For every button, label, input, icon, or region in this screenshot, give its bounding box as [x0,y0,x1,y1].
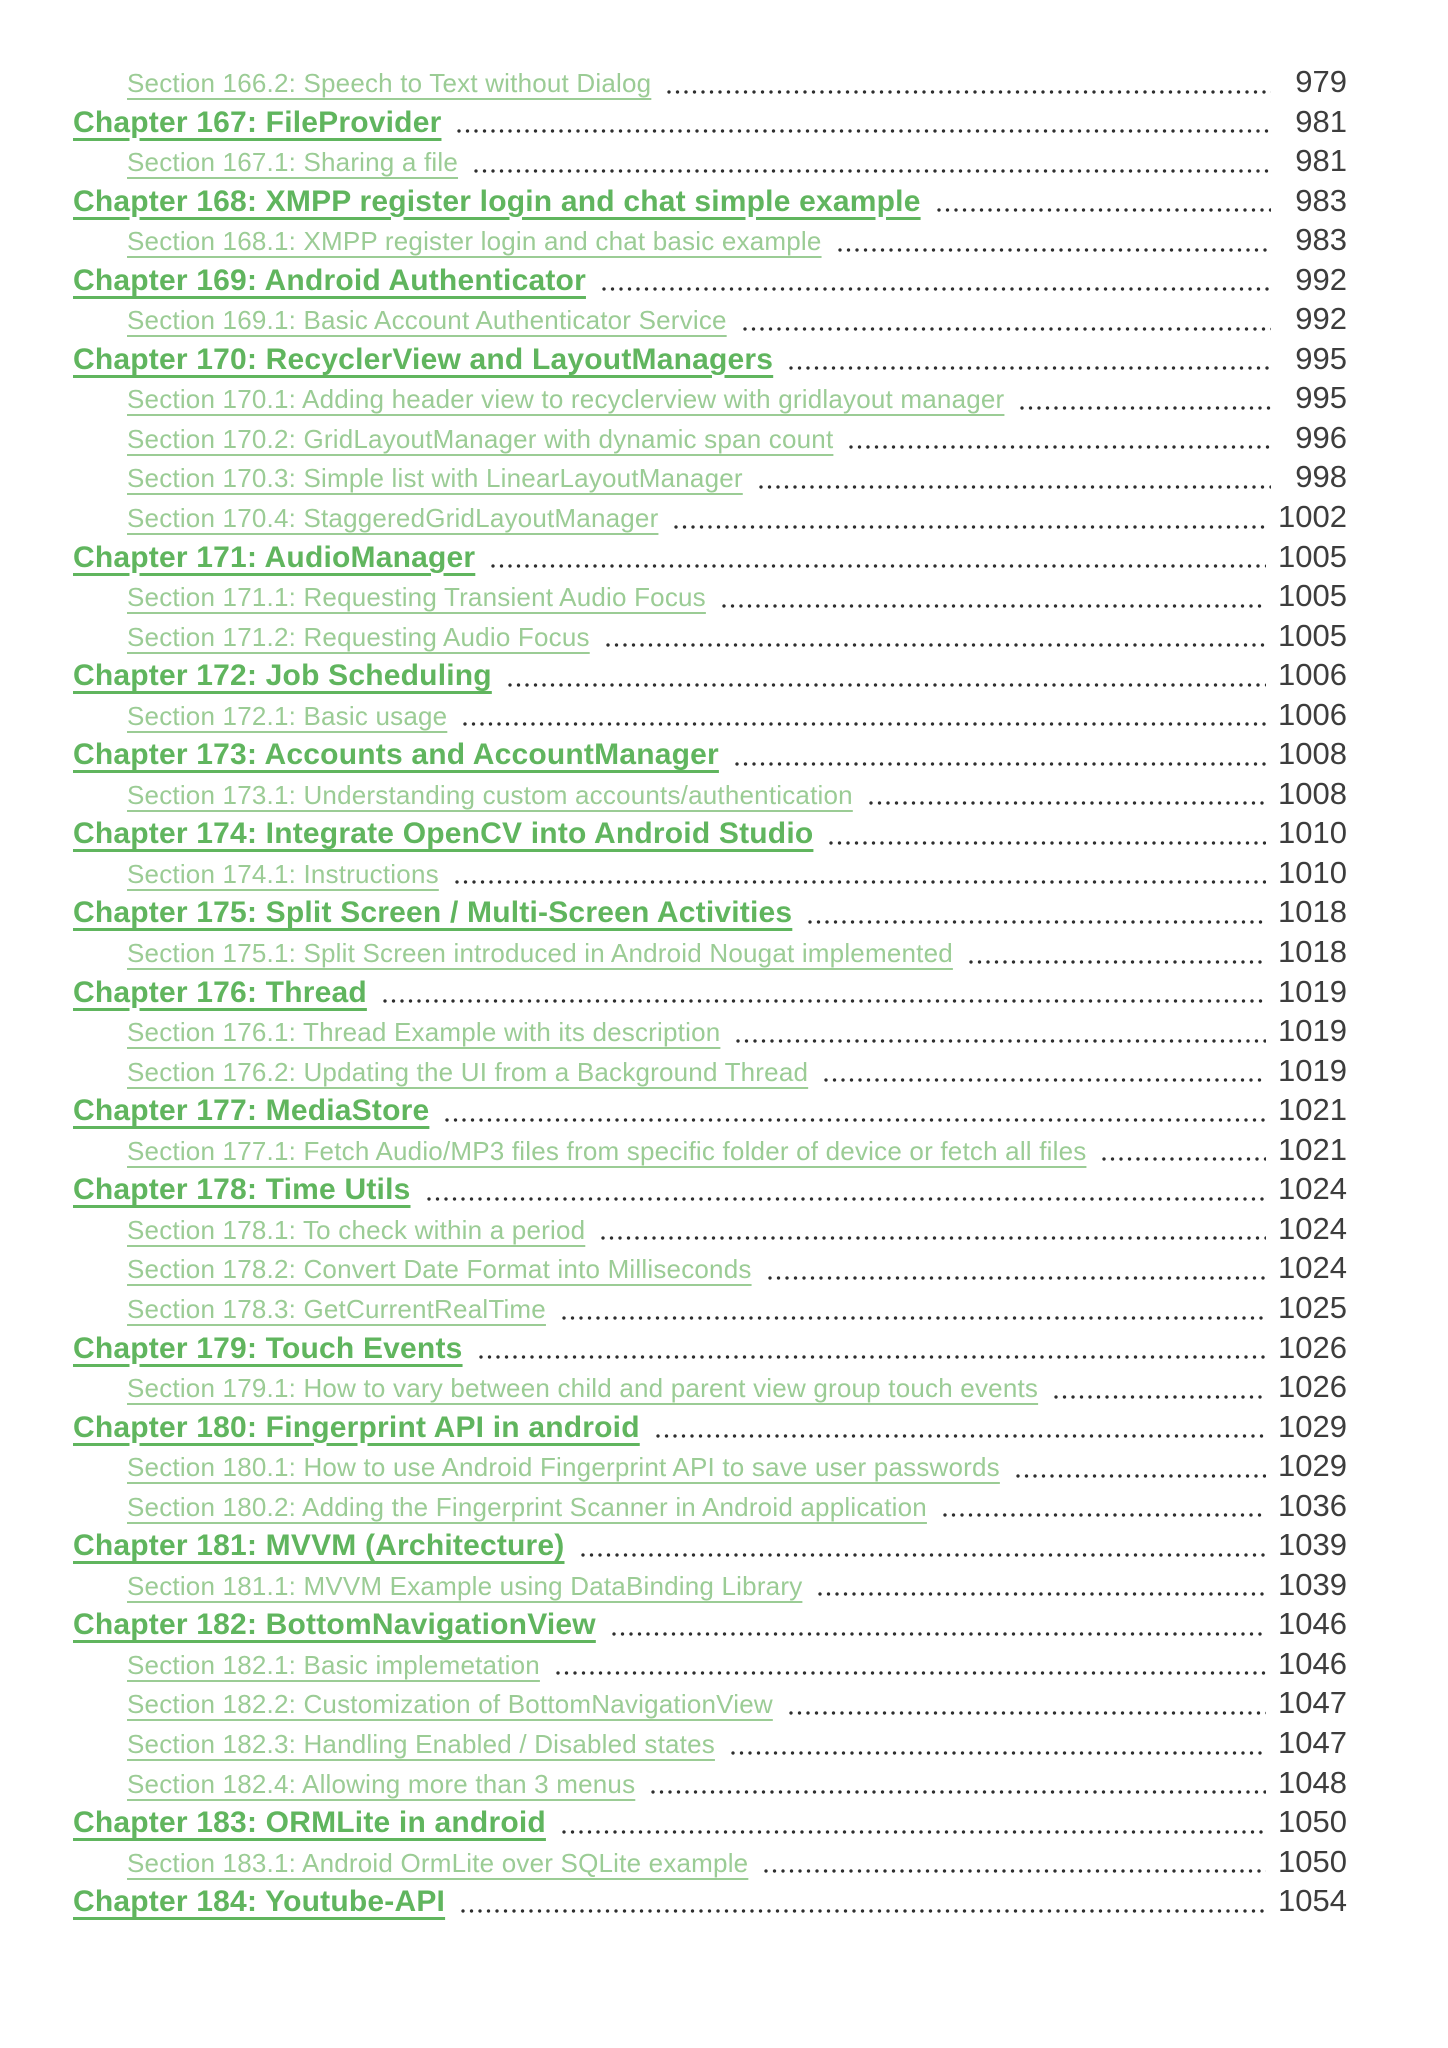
page-number: 1005 [1278,617,1347,653]
section-link[interactable]: Section 175.1: Split Screen introduced in Android Nougat implemented [127,938,953,969]
chapter-link[interactable]: Chapter 183: ORMLite in android [73,1806,546,1840]
dot-leader [829,841,1266,845]
page-number: 1018 [1278,934,1347,970]
section-entry [73,1130,1347,1170]
page-number: 983 [1295,182,1347,218]
dot-leader [838,248,1271,252]
page-number: 1026 [1278,1329,1347,1365]
chapter-entry [73,813,1347,853]
section-entry [73,1565,1347,1605]
page-number: 1021 [1278,1131,1347,1167]
page-number: 1024 [1278,1250,1347,1286]
page-number: 992 [1295,301,1347,337]
page-number: 1050 [1278,1804,1347,1840]
section-link[interactable]: Section 166.2: Speech to Text without Dialog [127,68,652,98]
dot-leader [789,366,1271,370]
section-entry [73,576,1347,616]
dot-leader [736,1039,1266,1043]
dot-leader [789,1711,1266,1715]
page-number: 1024 [1278,1210,1347,1246]
chapter-link[interactable]: Chapter 174: Integrate OpenCV into Android Studio [73,817,814,851]
chapter-link[interactable]: Chapter 169: Android Authenticator [73,263,586,297]
section-link[interactable]: Section 171.2: Requesting Audio Focus [127,621,590,652]
section-link[interactable]: Section 170.2: GridLayoutManager with dynamic span count [127,423,834,454]
section-entry [73,1011,1347,1051]
page-number: 1054 [1278,1883,1347,1919]
page-number: 1050 [1278,1843,1347,1879]
chapter-entry [73,655,1347,695]
chapter-link[interactable]: Chapter 179: Touch Events [73,1331,463,1365]
page-number: 1005 [1278,578,1347,614]
section-link[interactable]: Section 169.1: Basic Account Authenticator Service [127,305,727,336]
chapter-link[interactable]: Chapter 181: MVVM (Architecture) [73,1529,565,1563]
section-link[interactable]: Section 178.1: To check within a period [127,1214,586,1245]
chapter-entry [73,260,1347,300]
section-link[interactable]: Section 168.1: XMPP register login and chat basic example [127,226,822,257]
chapter-link[interactable]: Chapter 184: Youtube-API [73,1885,446,1919]
page-number: 1026 [1278,1369,1347,1405]
dot-leader [474,169,1271,173]
section-link[interactable]: Section 182.2: Customization of BottomNavigationView [127,1689,773,1720]
section-link[interactable]: Section 178.2: Convert Date Format into Milliseconds [127,1254,752,1285]
page-number: 1047 [1278,1685,1347,1721]
page-number: 1021 [1278,1092,1347,1128]
section-link[interactable]: Section 173.1: Understanding custom accounts/authentication [127,779,853,810]
page-number: 998 [1295,459,1347,495]
dot-leader [667,90,1271,94]
chapter-link[interactable]: Chapter 171: AudioManager [73,540,476,574]
chapter-entry [73,1169,1347,1209]
dot-leader [824,1078,1266,1082]
section-link[interactable]: Section 170.3: Simple list with LinearLayoutManager [127,463,743,494]
page-number: 1039 [1278,1527,1347,1563]
dot-leader [463,722,1266,726]
dot-leader [562,1830,1266,1834]
dot-leader [743,327,1271,331]
page-number: 1047 [1278,1724,1347,1760]
section-entry [73,299,1347,339]
section-link[interactable]: Section 183.1: Android OrmLite over SQLite example [127,1847,749,1878]
dot-leader [768,1276,1266,1280]
dot-leader [479,1355,1266,1359]
dot-leader [457,129,1271,133]
section-entry [73,1763,1347,1803]
page-number: 1039 [1278,1566,1347,1602]
section-entry [73,418,1347,458]
section-entry [73,774,1347,814]
dot-leader [674,525,1266,529]
page-number: 1046 [1278,1645,1347,1681]
chapter-entry [73,892,1347,932]
page-number: 1025 [1278,1289,1347,1325]
chapter-link[interactable]: Chapter 177: MediaStore [73,1094,430,1128]
dot-leader [556,1671,1266,1675]
section-link[interactable]: Section 180.1: How to use Android Fingerprint API to save user passwords [127,1452,1000,1483]
dot-leader [606,643,1266,647]
dot-leader [562,1316,1266,1320]
section-link[interactable]: Section 181.1: MVVM Example using DataBinding Library [127,1570,803,1601]
dot-leader [849,445,1271,449]
dot-leader [731,1751,1266,1755]
dot-leader [651,1790,1266,1794]
section-link[interactable]: Section 174.1: Instructions [127,858,439,889]
section-entry [73,1248,1347,1288]
page-number: 1008 [1278,775,1347,811]
page-number: 979 [1295,64,1347,99]
dot-leader [455,880,1266,884]
dot-leader [581,1553,1267,1557]
chapter-link[interactable]: Chapter 167: FileProvider [73,105,442,139]
section-entry [73,1683,1347,1723]
chapter-entry [73,972,1347,1012]
page-number: 1008 [1278,736,1347,772]
page-number: 992 [1295,261,1347,297]
dot-leader [461,1909,1266,1913]
page-number: 1006 [1278,696,1347,732]
section-link[interactable]: Section 182.3: Handling Enabled / Disabled states [127,1728,715,1759]
dot-leader [1016,1474,1266,1478]
chapter-link[interactable]: Chapter 173: Accounts and AccountManager [73,738,719,772]
dot-leader [1020,406,1271,410]
chapter-link[interactable]: Chapter 175: Split Screen / Multi-Screen Activities [73,896,793,930]
page-number: 1018 [1278,894,1347,930]
section-entry [73,378,1347,418]
section-entry [73,1051,1347,1091]
chapter-link[interactable]: Chapter 176: Thread [73,975,367,1009]
page-number: 1029 [1278,1448,1347,1484]
dot-leader [759,485,1271,489]
dot-leader [937,208,1271,212]
dot-leader [508,683,1266,687]
page-number: 1036 [1278,1487,1347,1523]
section-entry [73,1723,1347,1763]
page-number: 1019 [1278,1013,1347,1049]
dot-leader [764,1869,1266,1873]
section-link[interactable]: Section 172.1: Basic usage [127,700,448,731]
page-number: 1048 [1278,1764,1347,1800]
section-link[interactable]: Section 167.1: Sharing a file [127,147,459,178]
section-link[interactable]: Section 176.1: Thread Example with its description [127,1017,721,1048]
chapter-link[interactable]: Chapter 182: BottomNavigationView [73,1608,596,1642]
dot-leader [445,1118,1266,1122]
section-entry [73,457,1347,497]
page-number: 995 [1295,380,1347,416]
section-link[interactable]: Section 180.2: Adding the Fingerprint Scanner in Android application [127,1491,927,1522]
section-entry [73,1644,1347,1684]
section-entry [73,1367,1347,1407]
section-entry [73,141,1347,181]
dot-leader [808,920,1266,924]
dot-leader [427,1197,1267,1201]
chapter-link[interactable]: Chapter 172: Job Scheduling [73,659,492,693]
section-link[interactable]: Section 171.1: Requesting Transient Audio Focus [127,582,706,613]
page-number: 1005 [1278,538,1347,574]
page-number: 983 [1295,222,1347,258]
dot-leader [1054,1395,1266,1399]
chapter-entry [73,1525,1347,1565]
dot-leader [735,762,1266,766]
section-entry [73,853,1347,893]
chapter-link[interactable]: Chapter 168: XMPP register login and chat simple example [73,184,921,218]
page-number: 1046 [1278,1606,1347,1642]
chapter-link[interactable]: Chapter 178: Time Utils [73,1173,411,1207]
chapter-entry [73,1090,1347,1130]
chapter-link[interactable]: Chapter 170: RecyclerView and LayoutManagers [73,342,774,376]
dot-leader [601,1236,1266,1240]
page-number: 1006 [1278,657,1347,693]
dot-leader [943,1513,1266,1517]
dot-leader [869,801,1266,805]
chapter-entry [73,1604,1347,1644]
page-number: 1010 [1278,854,1347,890]
chapter-entry [73,1881,1347,1921]
chapter-link[interactable]: Chapter 180: Fingerprint API in android [73,1410,640,1444]
chapter-entry [73,339,1347,379]
chapter-entry [73,181,1347,221]
chapter-entry [73,1802,1347,1842]
section-link[interactable]: Section 179.1: How to vary between child and parent view group touch events [127,1373,1039,1404]
page-number: 996 [1295,419,1347,455]
section-entry [73,1446,1347,1486]
chapter-entry [73,102,1347,142]
dot-leader [612,1632,1266,1636]
page-number: 1010 [1278,815,1347,851]
section-link[interactable]: Section 182.4: Allowing more than 3 menus [127,1768,636,1799]
dot-leader [602,287,1271,291]
section-entry [73,1486,1347,1526]
page-number: 1024 [1278,1171,1347,1207]
section-entry [73,1288,1347,1328]
section-link[interactable]: Section 182.1: Basic implemetation [127,1649,540,1680]
page-number: 1019 [1278,973,1347,1009]
chapter-entry [73,1407,1347,1447]
dot-leader [818,1592,1266,1596]
chapter-entry [73,1328,1347,1368]
dot-leader [969,960,1266,964]
section-entry [73,497,1347,537]
section-entry [73,62,1347,102]
dot-leader [1102,1157,1266,1161]
section-link[interactable]: Section 178.3: GetCurrentRealTime [127,1293,546,1324]
page-number: 981 [1295,103,1347,139]
section-entry [73,616,1347,656]
section-link[interactable]: Section 177.1: Fetch Audio/MP3 files from specific folder of device or fetch all files [127,1135,1087,1166]
dot-leader [491,564,1266,568]
dot-leader [656,1434,1266,1438]
section-entry [73,695,1347,735]
chapter-entry [73,537,1347,577]
section-link[interactable]: Section 170.4: StaggeredGridLayoutManager [127,503,659,534]
section-entry [73,932,1347,972]
section-entry [73,1209,1347,1249]
chapter-entry [73,734,1347,774]
section-link[interactable]: Section 170.1: Adding header view to recyclerview with gridlayout manager [127,384,1005,415]
dot-leader [383,999,1266,1003]
section-link[interactable]: Section 176.2: Updating the UI from a Background Thread [127,1056,809,1087]
page-number: 981 [1295,143,1347,179]
page-number: 1019 [1278,1052,1347,1088]
dot-leader [722,604,1266,608]
page-number: 1029 [1278,1408,1347,1444]
section-entry [73,1842,1347,1882]
section-entry [73,220,1347,260]
page-number: 1002 [1278,499,1347,535]
page-number: 995 [1295,340,1347,376]
